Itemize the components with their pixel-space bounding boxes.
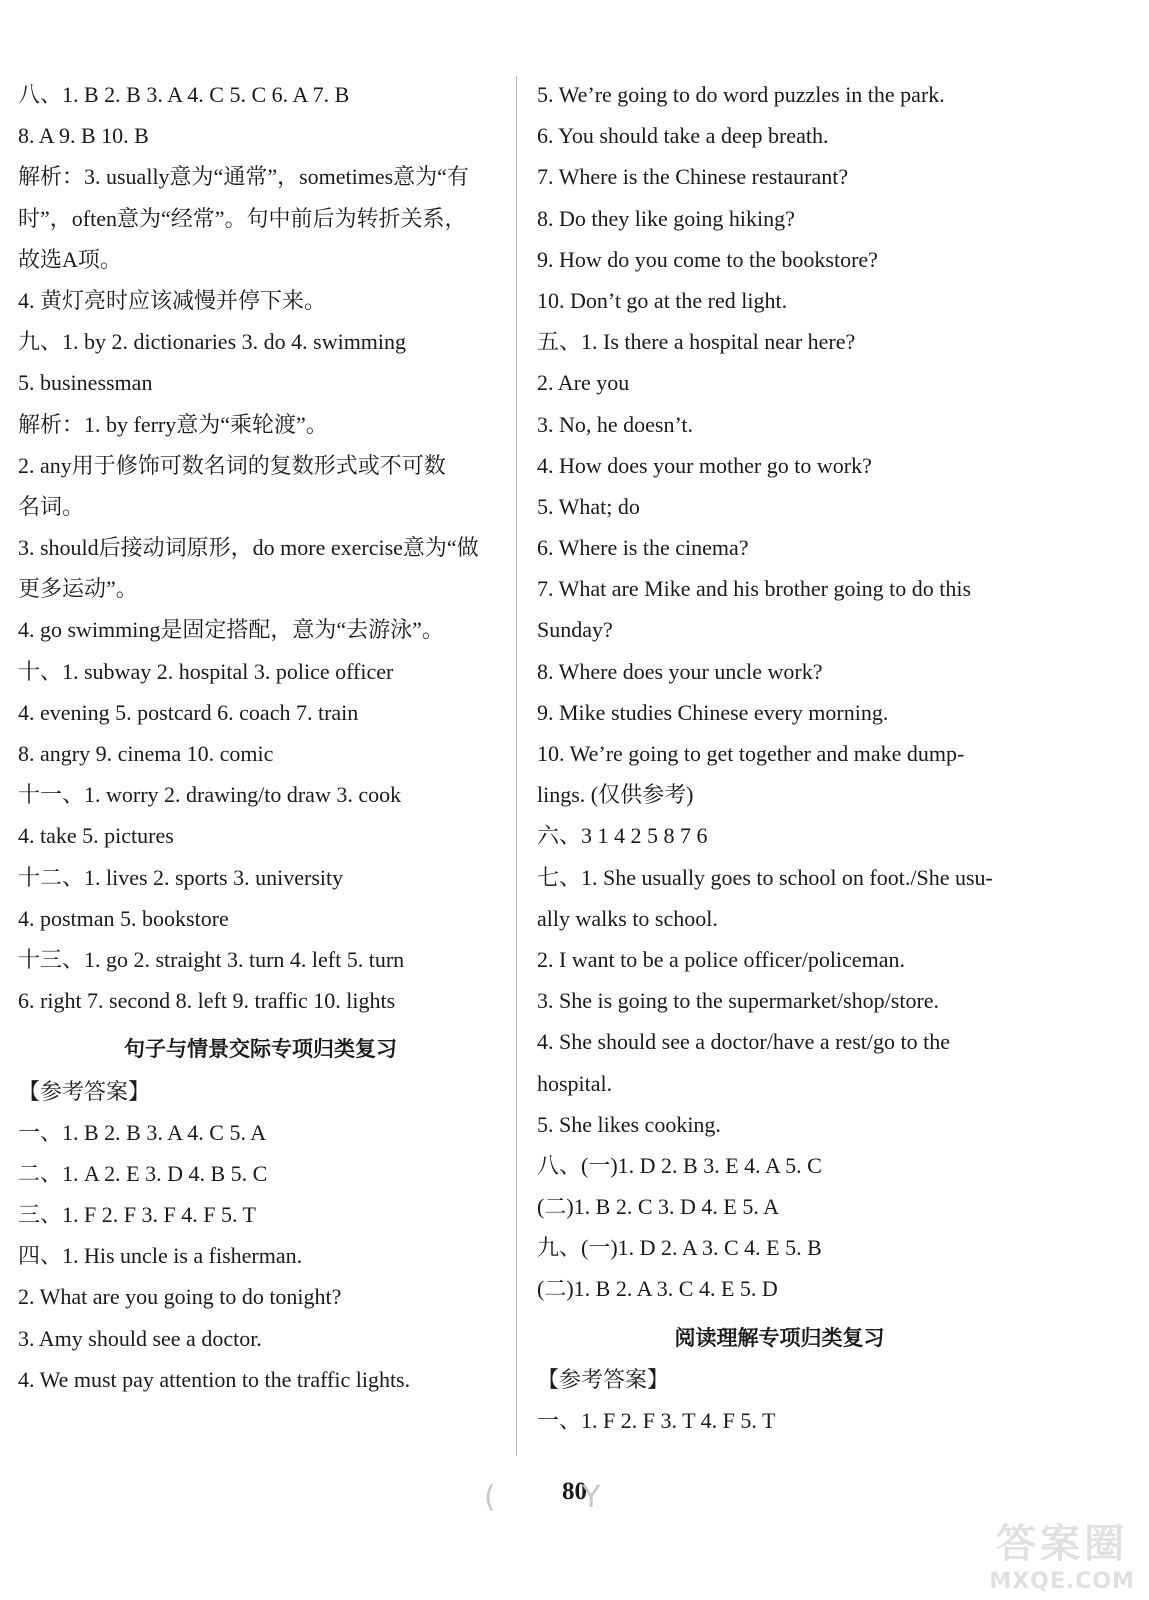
answer-line: 四、1. His uncle is a fisherman. <box>18 1243 303 1269</box>
answer-line: 10. Don’t go at the red light. <box>537 287 788 313</box>
answer-line: 6. Where is the cinema? <box>537 535 749 561</box>
answer-line: Sunday? <box>537 617 613 643</box>
answer-line: 【参考答案】 <box>537 1366 670 1392</box>
answer-line: 4. 黄灯亮时应该减慢并停下来。 <box>18 287 327 313</box>
answer-line: 2. Are you <box>537 370 630 396</box>
watermark <box>989 1512 1135 1594</box>
answer-line: 九、(一)1. D 2. A 3. C 4. E 5. B <box>537 1235 822 1261</box>
answer-line: 【参考答案】 <box>18 1078 151 1104</box>
answer-line: 2. I want to be a police officer/policeman. <box>537 946 905 972</box>
answer-line: 3. should后接动词原形，do more exercise意为“做 <box>18 535 479 561</box>
answer-line: 二、1. A 2. E 3. D 4. B 5. C <box>18 1160 268 1186</box>
answer-line: 5. We’re going to do word puzzles in the park. <box>537 82 945 107</box>
answer-line: 解析：1. by ferry意为“乘轮渡”。 <box>18 411 328 437</box>
answer-line: 8. A 9. B 10. B <box>18 123 149 149</box>
answer-line: 5. businessman <box>18 370 153 396</box>
answer-line: 八、(一)1. D 2. B 3. E 4. A 5. C <box>537 1152 822 1178</box>
answer-line: 8. Where does your uncle work? <box>537 658 823 684</box>
answer-line: 2. What are you going to do tonight? <box>18 1284 342 1310</box>
answer-line: 2. any用于修饰可数名词的复数形式或不可数 <box>18 452 446 478</box>
answer-line: 更多运动”。 <box>18 576 138 602</box>
answer-line: 9. Mike studies Chinese every morning. <box>537 699 889 725</box>
answer-line: 名词。 <box>18 493 85 519</box>
answer-line: 5. She likes cooking. <box>537 1111 721 1137</box>
answer-line: 五、1. Is there a hospital near here? <box>537 329 856 355</box>
answer-line: 十、1. subway 2. hospital 3. police officer <box>18 658 394 684</box>
answer-line: 10. We’re going to get together and make dump- <box>537 741 965 766</box>
answer-line: 十一、1. worry 2. drawing/to draw 3. cook <box>18 782 402 808</box>
page-number: 80 <box>562 1478 587 1505</box>
answer-line: hospital. <box>537 1070 613 1096</box>
answer-line: 时”，often意为“经常”。句中前后为转折关系， <box>18 205 467 231</box>
answer-line: 4. go swimming是固定搭配，意为“去游泳”。 <box>18 617 444 643</box>
answer-line: 六、3 1 4 2 5 8 7 6 <box>537 823 708 849</box>
answer-line: 4. take 5. pictures <box>18 823 174 849</box>
answer-line: 3. She is going to the supermarket/shop/store. <box>537 988 940 1014</box>
answer-line: (二)1. B 2. A 3. C 4. E 5. D <box>537 1276 778 1302</box>
answer-line: ally walks to school. <box>537 905 718 931</box>
answer-line: 8. angry 9. cinema 10. comic <box>18 741 274 766</box>
answer-line: 三、1. F 2. F 3. F 4. F 5. T <box>18 1202 256 1228</box>
answer-line: 4. postman 5. bookstore <box>18 905 229 931</box>
watermark-logo: 答案圈 <box>996 1521 1129 1567</box>
answer-line: lings. (仅供参考) <box>537 782 694 808</box>
answer-line: 3. Amy should see a doctor. <box>18 1325 262 1351</box>
answer-line: 6. right 7. second 8. left 9. traffic 10. lights <box>18 988 396 1014</box>
answer-line: 7. What are Mike and his brother going to do this <box>537 576 972 602</box>
answer-line: 9. How do you come to the bookstore? <box>537 246 878 272</box>
answer-line: 4. How does your mother go to work? <box>537 452 872 478</box>
answer-line: 3. No, he doesn’t. <box>537 411 694 437</box>
section-heading: 阅读理解专项归类复习 <box>674 1325 885 1350</box>
answer-line: 九、1. by 2. dictionaries 3. do 4. swimming <box>18 329 407 355</box>
section-heading: 句子与情景交际专项归类复习 <box>124 1037 397 1062</box>
left-ornament-icon: ( <box>484 1480 496 1515</box>
answer-line: 故选A项。 <box>18 246 122 272</box>
answer-line: 4. She should see a doctor/have a rest/go to the <box>537 1029 951 1055</box>
answer-line: 6. You should take a deep breath. <box>537 123 829 149</box>
watermark-site: MXQE.COM <box>989 1569 1135 1594</box>
left-column <box>18 74 503 1400</box>
answer-line: 十二、1. lives 2. sports 3. university <box>18 864 344 890</box>
right-ornament-icon: Y <box>582 1480 601 1515</box>
answer-line: 5. What; do <box>537 493 640 519</box>
answer-line: 一、1. F 2. F 3. T 4. F 5. T <box>537 1408 776 1433</box>
column-divider <box>516 76 517 1456</box>
answer-line: 十三、1. go 2. straight 3. turn 4. left 5. turn <box>18 946 405 972</box>
answer-line: 7. Where is the Chinese restaurant? <box>537 164 849 190</box>
answer-line: 8. Do they like going hiking? <box>537 205 795 231</box>
answer-line: 4. We must pay attention to the traffic lights. <box>18 1366 411 1392</box>
answer-line: 解析：3. usually意为“通常”，sometimes意为“有 <box>18 164 469 190</box>
answer-line: 4. evening 5. postcard 6. coach 7. train <box>18 699 359 725</box>
right-column <box>537 74 1022 1441</box>
answer-line: 一、1. B 2. B 3. A 4. C 5. A <box>18 1119 267 1145</box>
answer-line: 八、1. B 2. B 3. A 4. C 5. C 6. A 7. B <box>18 82 350 107</box>
answer-line: 七、1. She usually goes to school on foot./She usu- <box>537 864 993 890</box>
answer-line: (二)1. B 2. C 3. D 4. E 5. A <box>537 1194 780 1220</box>
